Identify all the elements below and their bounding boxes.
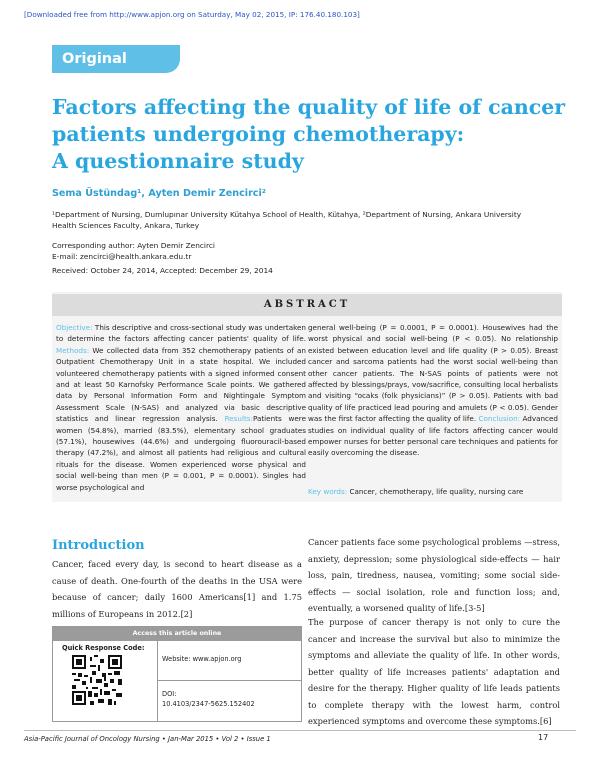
corresponding-author: Corresponding author: Ayten Demir Zencirci — [52, 241, 215, 250]
qr-label: Quick Response Code: — [62, 644, 145, 652]
introduction-heading: Introduction — [52, 538, 145, 553]
corresponding-info — [52, 240, 352, 262]
abstract-heading: ABSTRACT — [52, 294, 562, 316]
conclusion-text: Advanced studies on individual quality of life factors affecting cancer would empower nurses for better personal care techniques and patients for easily overcoming the disease. — [308, 414, 558, 458]
download-notice[interactable]: [Downloaded free from http://www.apjon.org on Saturday, May 02, 2015, IP: 176.40.180.103] — [24, 10, 360, 19]
qr-code-icon[interactable] — [72, 655, 122, 705]
title-line: patients undergoing chemotherapy: — [52, 122, 465, 146]
intro-paragraph-right-2: The purpose of cancer therapy is not only to cure the cancer and increase the survival but also to minimize the symptoms and alleviate the quality of life. In other words, better quality of life increases patients' adaptation and desire for the therapy. Higher quality of life leads patients to complete therapy with the lowest harm, control experienced symptoms and overcome these symptoms.[6] — [308, 617, 560, 726]
objective-text: This descriptive and cross-sectional study was undertaken to determine the factors affecting cancer patients' quality of life. — [56, 323, 306, 344]
keywords-label: Key words: — [308, 487, 348, 496]
intro-paragraph-left: Cancer, faced every day, is second to heart disease as a cause of death. One-fourth of the deaths in the USA were because of cancer; daily 1600 Americans[1] and 1.75 millions of Europeans in 2012.[2] — [52, 559, 302, 619]
intro-paragraph-right-1: Cancer patients face some psychological problems —stress, anxiety, depression; some physiological side-effects — hair loss, pain, tiredness, nausea, vomiting; some social side-effects — social isolation, role and function loss; and, eventually, a worsened quality of life.[3-5] — [308, 537, 560, 613]
doi-label: DOI: — [162, 690, 177, 698]
article-type-badge: Original Article — [52, 45, 180, 73]
access-box-divider — [157, 641, 158, 721]
doi-value[interactable]: 10.4103/2347-5625.152402 — [162, 700, 255, 708]
abstract-left-column — [56, 322, 306, 493]
conclusion-label: Conclusion: — [478, 414, 521, 424]
keywords — [308, 487, 523, 496]
access-box-heading: Access this article online — [53, 627, 301, 641]
doi-info — [162, 689, 255, 709]
page-number: 17 — [538, 733, 549, 742]
corresponding-email[interactable]: E-mail: zencirci@health.ankara.edu.tr — [52, 252, 192, 261]
article-title — [52, 94, 566, 175]
objective-label: Objective: — [56, 323, 93, 332]
received-dates: Received: October 24, 2014, Accepted: December 29, 2014 — [52, 266, 273, 275]
website-link[interactable]: Website: www.apjon.org — [162, 655, 242, 663]
methods-label: Methods: — [56, 345, 90, 355]
keywords-text: Cancer, chemotherapy, life quality, nursing care — [347, 487, 524, 496]
footer-divider — [24, 730, 576, 731]
title-line: Factors affecting the quality of life of cancer — [52, 95, 566, 119]
title-line: A questionnaire study — [52, 149, 304, 173]
journal-footer: Asia-Pacific Journal of Oncology Nursing • Jan-Mar 2015 • Vol 2 • Issue 1 — [24, 735, 271, 743]
affiliations: ¹Department of Nursing, Dumlupınar University Kütahya School of Health, Kütahya, ²Department of Nursing, Ankara University Health Sciences Faculty, Ankara, Turkey — [52, 210, 522, 230]
results-label: Results: — [224, 414, 253, 424]
authors: Sema Üstündag¹, Ayten Demir Zencirci² — [52, 188, 266, 199]
access-box-divider — [157, 680, 301, 681]
results-text-continued: general well-being (P = 0.0001, P = 0.0001). Housewives had the worst physical and social well-being (P < 0.05). No relationship existed between education level and life quality (P > 0.05). Breast cancer and sarcoma patients had the worst social well-being than other cancer patients. The N-SAS points of patients were not affected by blessings/prays, vow/sacrifice, consulting local herbalists and visiting “ocaks (folk physicians)” (P > 0.05). Patients with bad quality of life practiced lead pouring and amulets (P < 0.05). Gender was the first factor affecting the quality of life. — [308, 323, 558, 424]
abstract-right-column — [308, 322, 558, 459]
results-text: Patients were women (54.8%), married (83.5%), elementary school graduates (57.1%), housewives (44.6%) and undergoing fluorouracil-based therapy (47.2%), and almost all patients had religious and cultural rituals for the disease. Women experienced worse physical and social well-being than men (P = 0.001, P = 0.0001). Singles had worse psychological and — [56, 414, 306, 492]
methods-text: We collected data from 352 chemotherapy patients of an Outpatient Chemotherapy Unit in a state hospital. We included volunteered chemotherapy patients with a signed informed consent and at least 50 Karnofsky Performance Scale points. We gathered data by Personal Information Form and Nightingale Symptom Assessment Scale (N-SAS) and analyzed via basic descriptive statistics and linear regression analysis. — [56, 345, 306, 424]
